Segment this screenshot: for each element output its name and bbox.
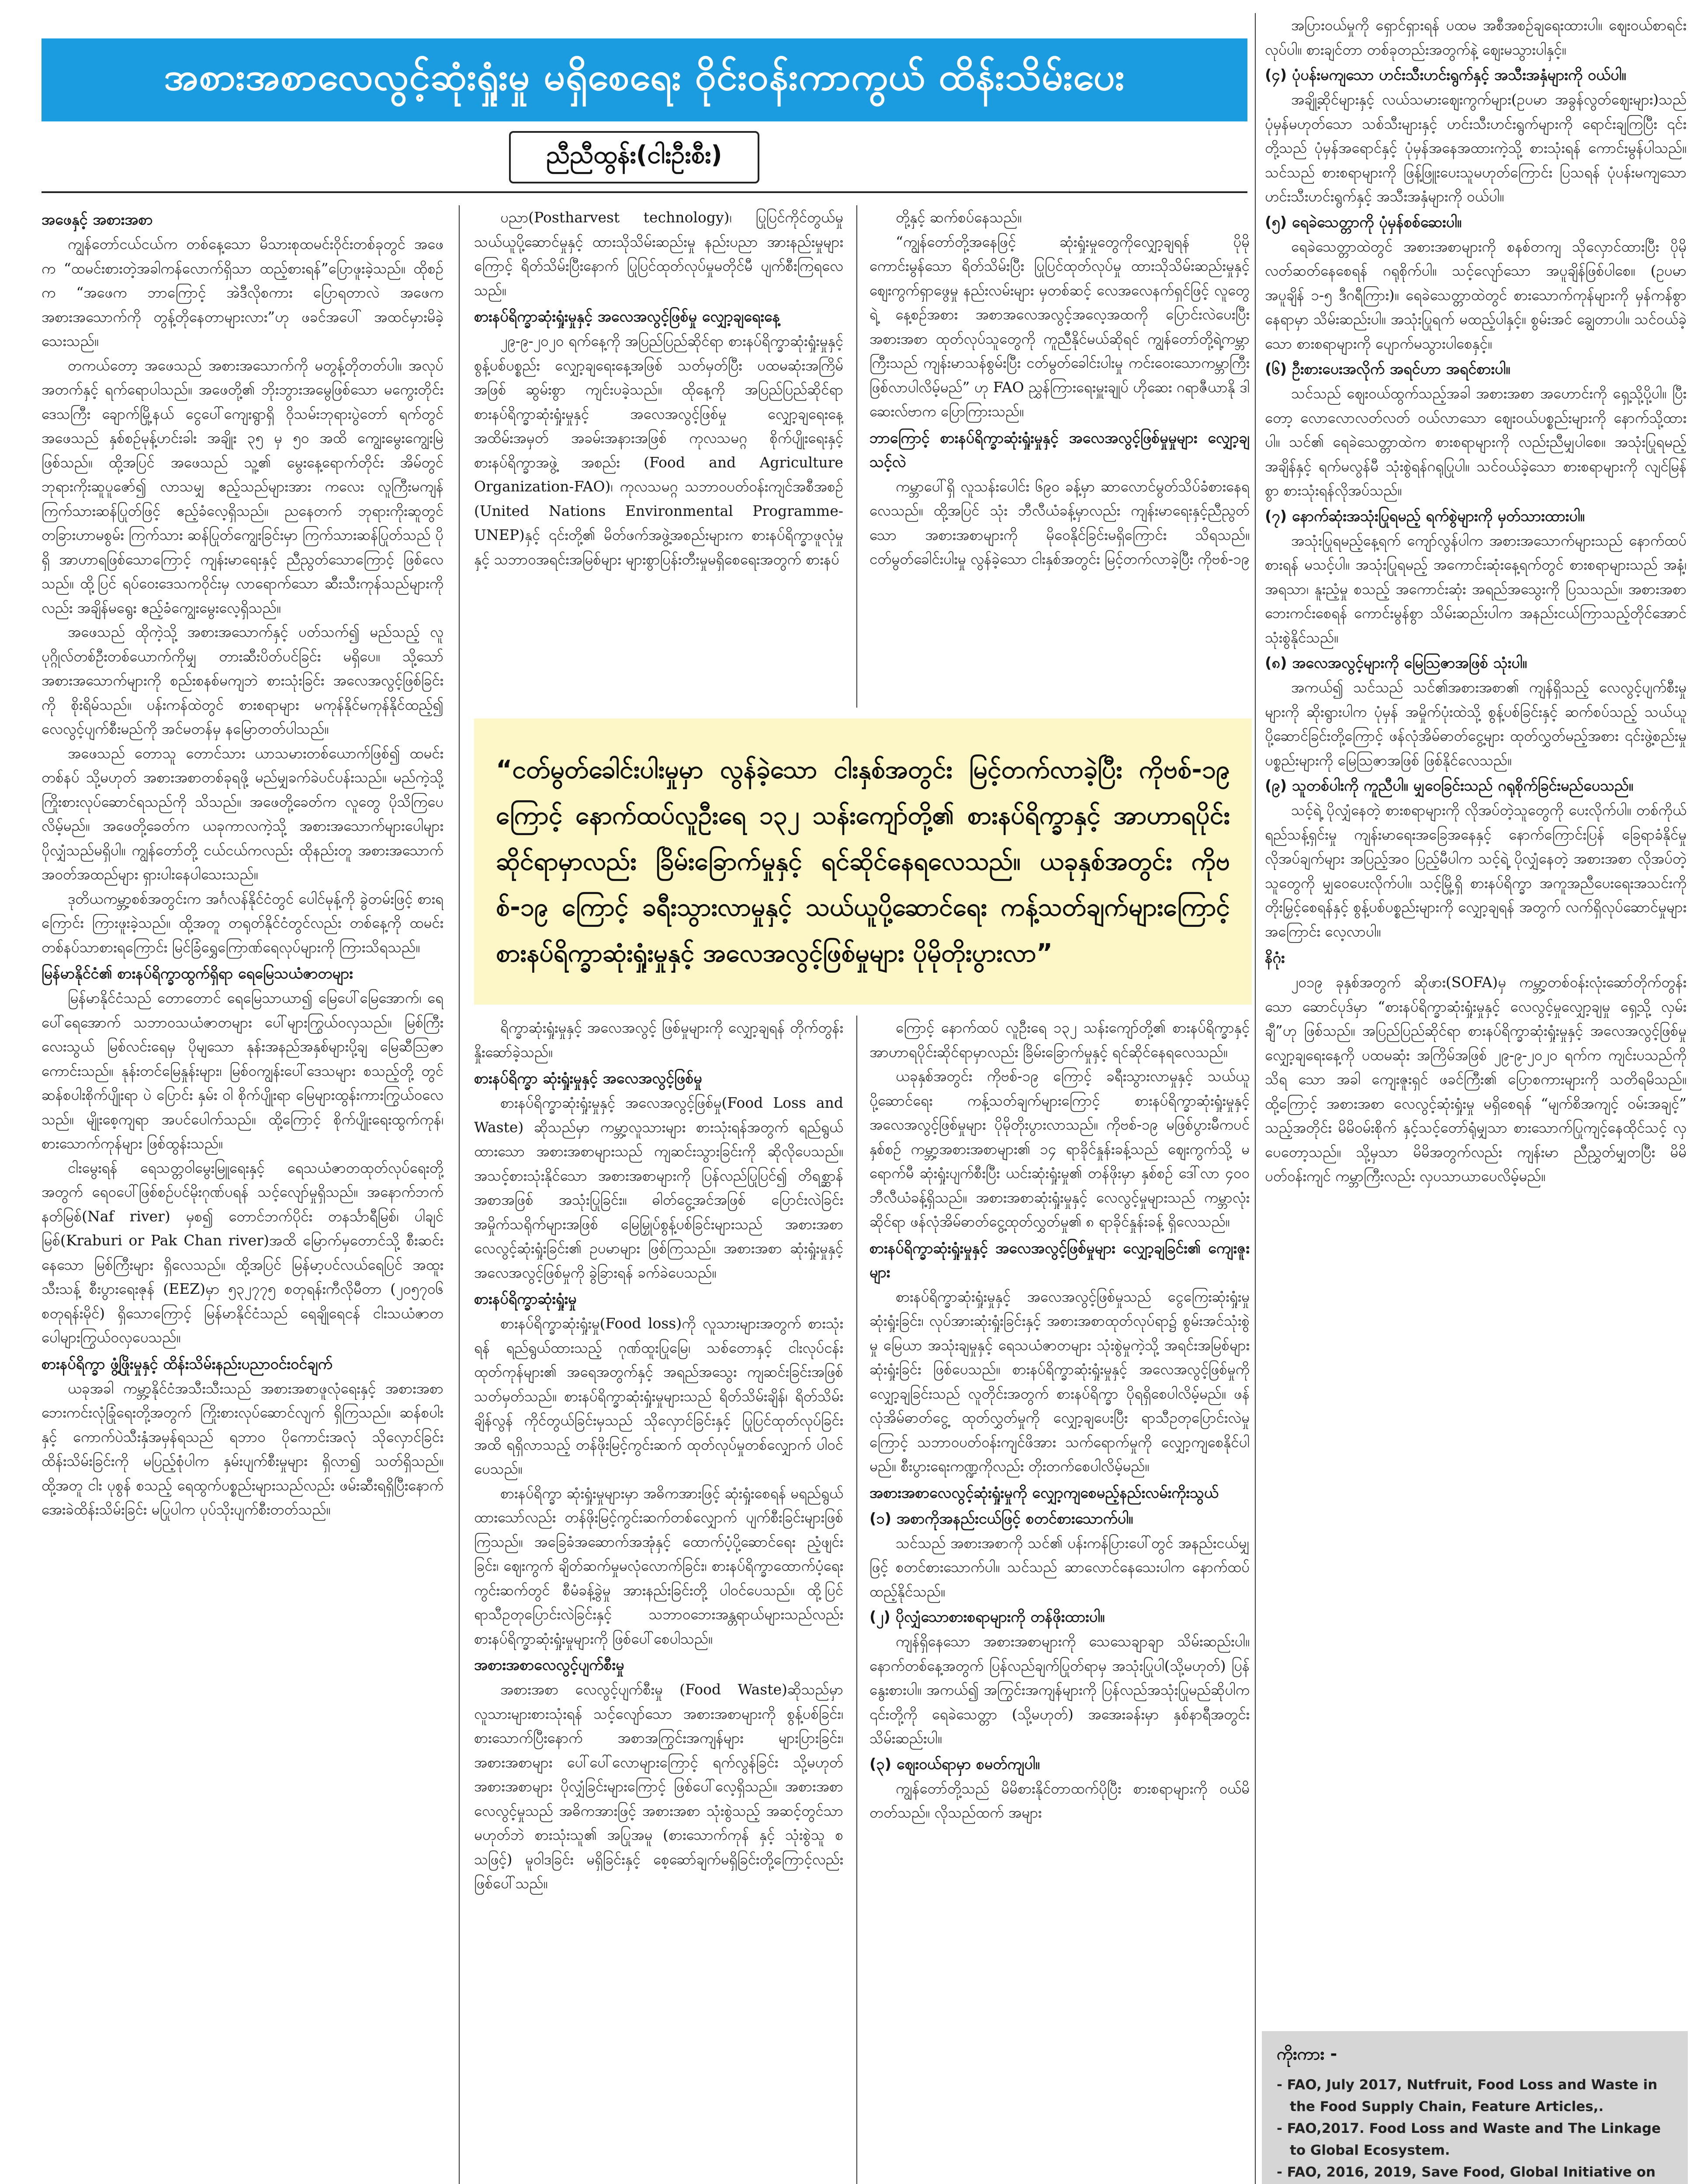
- paragraph: ကျွန်တော်တို့သည် မိမိစားနိုင်တာထက်ပိုပြီး စားစရာများကို ဝယ်မိတတ်သည်။ လိုသည်ထက် အများ: [869, 1780, 1250, 1821]
- tip-heading: (၄) ပုံပန်းမကျသော ဟင်းသီးဟင်းရွက်နှင့် အသီးအနှံများကို ဝယ်ပါ။: [1265, 66, 1626, 84]
- references-title: ကိုးကား -: [1277, 2044, 1337, 2063]
- column-divider: [856, 1016, 857, 2184]
- tip-heading: (၉) သူတစ်ပါးကို ကူညီပါ။ မျှဝေခြင်းသည် ဂရုစိုက်ခြင်းမည်ပေသည်။: [1265, 777, 1634, 795]
- paragraph: စားနပ်ရိက္ခာဆုံးရှုံးမှုနှင့် အလေအလွင့်ဖြစ်မှုသည် ငွေကြေးဆုံးရှုံးမှု ဆုံးရှုံးခြင်း၊ လုပ်အားဆုံးရှုံးခြင်းနှင့် အစားအစာထုတ်လုပ်ရာ၌ စွမ်းအင်သုံးစွဲမှု မြေယာ အသုံးချမှုနှင့် ရေသယံဇာတများ သုံးစွဲမှုကဲ့သို့ အရင်းအမြစ်များ ဆုံးရှုံးခြင်း ဖြစ်ပေသည်။ စားနပ်ရိက္ခာဆုံးရှုံးမှုနှင့် အလေအလွင့်ဖြစ်မှုကို လျှော့ချခြင်းသည် လူတိုင်းအတွက် စားနပ်ရိက္ခာ ပိုရရှိစေပါလိမ့်မည်။ ဖန်လုံအိမ်ဓာတ်ငွေ့ ထုတ်လွှတ်မှုကို လျှော့ချပေးပြီး ရာသီဥတုပြောင်းလဲမှုကြောင့် သဘာဝပတ်ဝန်းကျင်ဖိအား သက်ရောက်မှုကို လျှော့ကျစေနိုင်ပါမည်။ စီးပွားရေးကဏ္ဍကိုလည်း တိုးတက်စေပါလိမ့်မည်။: [869, 1288, 1250, 1475]
- tip-heading: (၂) ပိုလျှံသောစားစရာများကို တန်ဖိုးထားပါ။: [869, 1608, 1105, 1626]
- column-2-bottom: [474, 1016, 843, 2184]
- tip-heading: (၇) နောက်ဆုံးအသုံးပြုရမည့် ရက်စွဲများကို မှတ်သားထားပါ။: [1265, 507, 1585, 525]
- section-heading: စားနပ်ရိက္ခာ ဖွံ့ဖြိုးမှုနှင့် ထိန်းသိမ်းနည်းပညာဝင်းဝင်ချက်: [42, 1355, 332, 1373]
- column-divider: [1255, 13, 1256, 2184]
- paragraph: ကျွန်တော်ငယ်ငယ်က တစ်နေ့သော မိသားစုထမင်းဝိုင်းတစ်ခုတွင် အဖေက “ထမင်းစားတဲ့အခါကန်လောက်ရှိသာ ထည့်စားရန်”ပြောဖူးခဲ့သည်။ ထိုစဉ်က “အဖေက ဘာကြောင့် အဲဒီလိုစကား ပြောရတာလဲ အဖေက အစားအသောက်ကို တွန့်တိုနေတာများလား”ဟု ဖခင်အပေါ် အထင်မှားမိခဲ့သေးသည်။: [42, 235, 443, 349]
- headline-banner: [42, 38, 1247, 121]
- column-3-top: [869, 205, 1250, 708]
- paragraph: တကယ်တော့ အဖေသည် အစားအသောက်ကို မတွန့်တိုတတ်ပါ။ အလုပ်အတက်နှင့် ရက်ရောပါသည်။ အဖေတို့၏ ဘိုးဘွားအမွေဖြစ်သော မကွေးတိုင်းဒေသကြီး ချောက်မြို့နယ် ငွေပေါ်ကျေးရွာရှိ ဝိုသမ်းဘုရားပွဲတော် ရက်တွင် အဖေသည် နှစ်စဉ်မုန့်ဟင်းခါး အချိုး ၃၅ မှ ၅၀ အထိ ကျွေးမွေးကျွေးမြဲဖြစ်သည်။ ထို့အပြင် အဖေသည် သူ့၏ မွေးနေ့ရောက်တိုင်း အိမ်တွင် ဘုရားကိုးဆူပူဇော်၍ လာသမျှ ဧည့်သည်များအား ကလေး လူကြီးမကျန် ကြက်သားဆန်ပြုတ်ဖြင့် ဧည့်ခံလေ့ရှိသည်။ ညနေတက် ဘုရားကိုးဆူတွင် တခြားဟာမစွမ်း ကြက်သား ဆန်ပြုတ်ကျွေးခြင်းမှာ ကြက်သားဆန်ပြုတ်သည် ပိုရှိ အာဟာရဖြစ်သောကြောင့် ကျန်းမာရေးနှင့် ညီညွတ်သောကြောင့် ဖြစ်လေသည်။ ထို့ပြင် ရပ်ဝေးဒေသကဝိုင်းမှ လာရောက်သော ဆီးသီးကုန်သည်များကိုလည်း အချိန်မရွေး ဧည့်ခံကျွေးမွေးလေ့ရှိသည်။: [42, 356, 443, 616]
- paragraph: ပညာ(Postharvest technology)၊ ပြုပြင်ကိုင်တွယ်မှု သယ်ယူပို့ဆောင်မှုနှင့် ထားသိုသိမ်းဆည်းမှု နည်းပညာ အားနည်းမှုများကြောင့် ရိတ်သိမ်းပြီးနောက် ပြုပြင်ထုတ်လုပ်မှုမတိုင်မီ ပျက်စီးကြရလေသည်။: [474, 209, 843, 299]
- column-divider: [459, 205, 460, 2184]
- paragraph: သင်သည် ဈေးဝယ်ထွက်သည့်အခါ အစားအစာ အဟောင်းကို ရှေ့သို့ပို့ပါ။ ပြီးတော့ လောလောလတ်လတ် ဝယ်လာသော ဈေးဝယ်ပစ္စည်းများကို နောက်သို့ထားပါ။ သင်၏ ရေခဲသေတ္တာထဲက စားစရာများကို လည်းညီမျှပါစေ။ အသုံးပြုရမည့်အချိန်နှင့် ရက်မလွန်မီ သုံးစွဲရန်ဂရုပြုပါ။ သင်ဝယ်ခဲ့သော စားစရာများကို လျင်မြန်စွာ စားသုံးရန်လိုအပ်သည်။: [1265, 385, 1687, 499]
- paragraph: အချို့ဆိုင်များနှင့် လယ်သမားဈေးကွက်များ(ဥပမာ အခွန်လွတ်ဈေးများ)သည် ပုံမှန်မဟုတ်သော သစ်သီးများနှင့် ဟင်းသီးဟင်းရွက်များကို ရောင်းချကြပြီး ၎င်းတို့သည် ပုံမှန်အရောင်နှင့် ပုံမှန်အနေအထားကဲ့သို့ စားသုံးရန် ကောင်းမွန်ပါသည်။ သင်သည် စားစရာများကို ဖြန့်ဖြူးပေးသူမဟုတ်ကြောင်း ပြသရန် ပုံပန်းမကျသော ဟင်းသီးဟင်းရွက်နှင့် အသီးအနှံများကို ဝယ်ပါ။: [1265, 91, 1687, 205]
- paragraph: ၂၉-၉-၂၀၂၀ ရက်နေ့ကို အပြည်ပြည်ဆိုင်ရာ စားနပ်ရိက္ခာဆုံးရှုံးမှုနှင့် စွန့်ပစ်ပစ္စည်း လျှော့ချရေးနေ့အဖြစ် သတ်မှတ်ပြီး ပထမဆုံးအကြိမ်အဖြစ် ဆွမ်းစွာ ကျင်းပခဲ့သည်။ ထိုနေ့ကို အပြည်ပြည်ဆိုင်ရာ စားနပ်ရိက္ခာဆုံးရှုံးမှုနှင့် အလေအလွင့်ဖြစ်မှု လျှော့ချရေးနေ့ အထိမ်းအမှတ် အခမ်းအနားအဖြစ် ကုလသမဂ္ဂ စိုက်ပျိုးရေးနှင့် စားနပ်ရိက္ခာအဖွဲ့ အစည်း (Food and Agriculture Organization-FAO)၊ ကုလသမဂ္ဂ သဘာဝပတ်ဝန်းကျင်အစီအစဉ် (United Nations Environmental Programme-UNEP)နှင့် ၎င်းတို့၏ မိတ်ဖက်အဖွဲ့အစည်းများက စားနပ်ရိက္ခာဖူလုံမှုနှင့် သဘာဝအရင်းအမြစ်များ များစွာပြန်းတီးမှုမရှိစေရေးအတွက် စားနပ်: [474, 332, 843, 568]
- reference-item: - FAO,2017. Food Loss and Waste and The Linkage to Global Ecosystem.: [1277, 2121, 1661, 2158]
- section-heading: မြန်မာနိုင်ငံ၏ စားနပ်ရိက္ခာထွက်ရှိရာ ရေမြေသယံဇာတများ: [42, 965, 353, 982]
- paragraph: ငါးမွေးရန် ရေသတ္တဝါမွေးမြူရေးနှင့် ရေသယံဇာတထုတ်လုပ်ရေးတို့အတွက် ရေဝပေါ်ဖြစ်စဉ်ပင်မိုးဂုဏ်ပရန် သင့်လျော်မှုရှိသည်။ အနောက်ဘက် နတ်မြစ်(Naf river) မှစ၍ တောင်ဘက်ပိုင်း တနင်္သာရီမြစ်၊ ပါချင်မြစ်(Kraburi or Pak Chan river)အထိ မြောက်မှတောင်သို့ စီးဆင်းနေသော မြစ်ကြီးများ ရှိလေသည်။ ထို့အပြင် မြန်မာ့ပင်လယ်ရေပြင် အထူးသီးသန့် စီးပွားရေးဇုန် (EEZ)မှာ ၅၃၂၇၇၅ စတုရန်းကီလိုမီတာ (၂၀၅၇၀၆ စတုရန်းမိုင်) ရှိသောကြောင့် မြန်မာနိုင်ငံသည် ရေချိုရေငန် ငါးသယံဇာတ ပေါများကြွယ်ဝလှပေသည်။: [42, 1159, 443, 1346]
- headline-title: အစားအစာလေလွင့်ဆုံးရှုံးမှု မရှိစေရေး ဝိုင်းဝန်းကာကွယ် ထိန်းသိမ်းပေး: [164, 55, 1125, 99]
- paragraph: စားနပ်ရိက္ခာဆုံးရှုံးမှု(Food loss)ကို လူသားများအတွက် စားသုံးရန် ရည်ရွယ်ထားသည့် ဂုဏ်ထူးပြုမြေ၊ သစ်တောနှင့် ငါးလုပ်ငန်းထုတ်ကုန်များ၏ အရေအတွက်နှင့် အရည်အသွေး ကျဆင်းခြင်းအဖြစ် သတ်မှတ်သည်။ စားနပ်ရိက္ခာဆုံးရှုံးမှုများသည် ရိတ်သိမ်းချိန်၊ ရိတ်သိမ်းချိန်လွန် ကိုင်တွယ်ခြင်းမှသည် သိုလှောင်ခြင်းနှင့် ပြုပြင်ထုတ်လုပ်ခြင်းအထိ ရရှိလာသည့် တန်ဖိုးမြင့်ကွင်းဆက် ထုတ်လုပ်မှုတစ်လျှောက် ပါဝင်ပေသည်။: [474, 1315, 843, 1477]
- paragraph: စားနပ်ရိက္ခာဆုံးရှုံးမှုနှင့် အလေအလွင့်ဖြစ်မှု(Food Loss and Waste) ဆိုသည်မှာ ကမ္ဘာ့လူသားများ စားသုံးရန်အတွက် ရည်ရွယ်ထားသော အစားအစာများသည် ကျဆင်းသွားခြင်းကို ဆိုလိုပေသည်။ အသင့်စားသုံးနိုင်သော အစားအစာများကို ပြန်လည်ပြုပြင်၍ တိရစ္ဆာန်အစာအဖြစ် အသုံးပြုခြင်း။ ဓါတ်ငွေ့အင်အဖြစ် ပြောင်းလဲခြင်း အမှိုက်သရိုက်များအဖြစ် မြေမြှုပ်စွန့်ပစ်ခြင်းများသည် အစားအစာလေလွင့်ဆုံးရှုံးခြင်း၏ ဥပမာများ ဖြစ်ကြသည်။ အစားအစာ ဆုံးရှုံးမှုနှင့် အလေအလွင့်ဖြစ်မှုကို ခွဲခြားရန် ခက်ခဲပေသည်။: [474, 1094, 843, 1281]
- section-heading: စားနပ်ရိက္ခာဆုံးရှုံးမှုနှင့် အလေအလွင့်ဖြစ်မှု လျှော့ချရေးနေ့: [474, 308, 780, 325]
- tip-heading: (၁) အစာကိုအနည်းငယ်ဖြင့် စတင်စားသောက်ပါ။: [869, 1510, 1133, 1527]
- paragraph: ယခုနှစ်အတွင်း ကိုဗစ်-၁၉ ကြောင့် ခရီးသွားလာမှုနှင့် သယ်ယူပို့ဆောင်ရေး ကန့်သတ်ချက်များကြောင့် စားနပ်ရိက္ခာဆုံးရှုံးမှုနှင့် အလေအလွင့်ဖြစ်မှုများ ပိုမိုတိုးပွားလာသည်။ ကိုဗစ်-၁၉ မဖြစ်ပွားမီကပင် နှစ်စဉ် ကမ္ဘာ့အစားအစာများ၏ ၁၄ ရာခိုင်နှုန်းခန့်သည် ဈေးကွက်သို့ မရောက်မီ ဆုံးရှုံးပျက်စီးပြီး ယင်းဆုံးရှုံးမှု၏ တန်ဖိုးမှာ နှစ်စဉ် ဒေါ်လာ ၄၀၀ ဘီလီယံခန့်ရှိသည်။ အစားအစာဆုံးရှုံးမှုနှင့် လေလွင့်မှုများသည် ကမ္ဘာလုံးဆိုင်ရာ ဖန်လုံအိမ်ဓာတ်ငွေ့ထုတ်လွှတ်မှု၏ ၈ ရာခိုင်နှုန်းခန့် ရှိလေသည်။: [869, 1068, 1250, 1230]
- section-heading: ဘာကြောင့် စားနပ်ရိက္ခာဆုံးရှုံးမှုနှင့် အလေအလွင့်ဖြစ်မှုမှုများ လျှော့ချသင့်လဲ: [869, 429, 1250, 471]
- paragraph: ယခုအခါ ကမ္ဘာ့နိုင်ငံအသီးသီးသည် အစားအစာဖူလုံရေးနှင့် အစားအစာ ဘေးကင်းလုံခြုံရေးတို့အတွက် ကြိုးစားလုပ်ဆောင်လျက် ရှိကြသည်။ ဆန်စပါးနှင့် ကောက်ပဲသီးနှံအမှန်ရသည် ရဘာဝ ပိုကောင်းအလုံ သိုလှောင်ခြင်း ထိန်းသိမ်းခြင်းကို မပြည့်စုံပါက နှမ်းပျက်စီးမှုများ ရှိလာ၍ သတ်ရှိသည်။ ထို့အတူ ငါး ပုစွန် စသည့် ရေထွက်ပစ္စည်းများသည်လည်း ဖမ်းဆီးရရှိပြီးနောက် အေးခဲထိန်းသိမ်းခြင်း မပြုပါက ပုပ်သိုးပျက်စီးတတ်သည်။: [42, 1379, 443, 1518]
- pull-quote-box: [474, 719, 1252, 1005]
- column-3-bottom: [869, 1016, 1250, 2184]
- tip-heading: (၆) ဦးစားပေးအလိုက် အရင်ဟာ အရင်စားပါ။: [1265, 360, 1510, 378]
- paragraph: အဖေသည် ထိုကဲ့သို့ အစားအသောက်နှင့် ပတ်သက်၍ မည်သည့် လူပုဂ္ဂိုလ်တစ်ဦးတစ်ယောက်ကိုမျှ တားဆီးပိတ်ပင်ခြင်း မရှိပေ။ သို့သော် အစားအသောက်များကို စည်းစနစ်မကျဘဲ စားသုံးခြင်း အလေအလွင့်ဖြစ်ခြင်းကို စိုးရိမ်သည်။ ပန်းကန်ထဲတွင် စားစရာများ မကုန်နိုင်မကုန်နိုင်ထည့်၍ လေလွင့်ပျက်စီးမည်ကို အင်မတန်မှ နမြောတတ်ပါသည်။: [42, 623, 443, 737]
- paragraph: ရေခဲသေတ္တာထဲတွင် အစားအစာများကို စနစ်တကျ သိုလှောင်ထားပြီး ပိုမိုလတ်ဆတ်နေစေရန် ဂရုစိုက်ပါ။ သင့်လျော်သော အပူချိန်ဖြစ်ပါစေ။ (ဥပမာ အပူချိန် ၁-၅ ဒီဂရီကြား)။ ရေခဲသေတ္တာထဲတွင် စားသောက်ကုန်များကို မှန်ကန်စွာနေရာမှာ သိမ်းဆည်းပါ။ အသုံးပြုရက် မထည့်ပါနှင့်။ စွမ်းအင် ချွေတာပါ။ သင်ဝယ်ခဲ့သော စားစရာများကို ပျောက်မသွားပါစေနှင့်။: [1265, 238, 1687, 352]
- section-heading: အဖေနှင့် အစားအစာ: [42, 211, 153, 228]
- section-heading: အစားအစာလေလွင့်ဆုံးရှုံးမှုကို လျှော့ကျစေမည့်နည်းလမ်းကိုးသွယ်: [869, 1484, 1219, 1502]
- tip-heading: (၃) ဈေးဝယ်ရာမှာ စမတ်ကျပါ။: [869, 1755, 1040, 1773]
- paragraph: တို့နှင့် ဆက်စပ်နေသည်။: [896, 209, 1022, 226]
- paragraph: “ကျွန်တော်တို့အနေဖြင့် ဆုံးရှုံးမှုတွေကိုလျှော့ချရန် ပိုမိုကောင်းမွန်သော ရိတ်သိမ်းပြီး ပြုပြင်ထုတ်လုပ်မှု ထားသိုသိမ်းဆည်းမှုနှင့် စျေးကွက်ရှာဖွေမှု နည်းလမ်းများ မှတစ်ဆင့် လေအလေနက်ရှင်ဖြင့် လူတွေရဲ့ နေ့စဉ်အစား အစာအလေအလွင့်အလေ့အထကို ပြောင်းလဲပေးပြီး အစားအစာ ထုတ်လုပ်သူတွေကို ကူညီနိုင်မယ်ဆိုရင် ကျွန်တော်တို့ရဲ့ကမ္ဘာကြီးသည် ကျန်းမာသန်စွမ်းပြီး ငတ်မွတ်ခေါင်းပါးမှု ကင်းဝေးသောကမ္ဘာကြီး ဖြစ်လာပါလိမ့်မည်” ဟု FAO ညွှန်ကြားရေးမှူးချုပ် ဟိုဆေး ဂရာဇီယာနို ဒါဆေးလ်ဗာက ပြောကြားသည်။: [869, 233, 1250, 420]
- paragraph: ဒုတိယကမ္ဘာ့စစ်အတွင်းက အင်္ဂလန်နိုင်ငံတွင် ပေါင်မုန့်ကို ခွဲတမ်းဖြင့် စားရကြောင်း ကြားဖူးခဲ့သည်။ ထို့အတူ တရုတ်နိုင်ငံတွင်လည်း တစ်နေ့ကို ထမင်းတစ်နပ်သာစားရကြောင်း မြင်ခြံရွှေကြောဏ်ရေလုပ်များကို ကြားသိရသည်။: [42, 890, 443, 956]
- paragraph: သင်သည် အစားအစာကို သင်၏ ပန်းကန်ပြားပေါ်တွင် အနည်းငယ်မျှဖြင့် စတင်စားသောက်ပါ။ သင်သည် ဆာလောင်နေသေးပါက နောက်ထပ်ထည့်နိုင်သည်။: [869, 1534, 1250, 1600]
- paragraph: ၂၀၁၉ ခုနှစ်အတွက် ဆိုဖား(SOFA)မှ ကမ္ဘာ့တစ်ဝန်းလုံးဆော်တိုက်တွန်းသော ဆောင်ပုဒ်မှာ “စားနပ်ရိက္ခာဆုံးရှုံးမှုနှင့် လေလွင့်မှုလျှော့ချမှု ရှေ့သို့ လှမ်းချီ”ဟု ဖြစ်သည်။ အပြည်ပြည်ဆိုင်ရာ စားနပ်ရိက္ခာဆုံးရှုံးမှုနှင့် အလေအလွင့်ဖြစ်မှု လျှော့ချရေးနေ့ကို ပထမဆုံး အကြိမ်အဖြစ် ၂၉-၉-၂၀၂၀ ရက်က ကျင်းပသည်ကို သိရ သော အခါ ကျေးဇူးရှင် ဖခင်ကြီး၏ ပြောစကားများကို သတိရမိသည်။ ထို့ကြောင့် အစားအစာ လေလွင့်ဆုံးရှုံးမှု မရှိစေရန် “မျက်စိအကျင့် ဝမ်းအချင့်” သည့်အတိုင်း မိမိဝမ်းစိုက် နှင့်သင့်တော်ရုံမျှသာ စားသောက်ပြုကျင့်နေထိုင်သင့် လှပေတော့သည်။ သို့မှသာ မိမိအတွက်လည်း ကျန်းမာ ညီညွှတ်မျှတပြီး မိမိပတ်ဝန်းကျင် ကမ္ဘာကြီးလည်း လှပသာယာပေလိမ့်မည်။: [1265, 974, 1687, 1185]
- header-divider: [42, 191, 1247, 193]
- paragraph: အကယ်၍ သင်သည် သင်၏အစားအစာ၏ ကျန်ရှိသည့် လေလွင့်ပျက်စီးမှု များကို ဆိုးရွားပါက ပုံမှန် အမှိုက်ပုံးထဲသို့ စွန့်ပစ်ခြင်းနှင့် ဆက်စပ်သည့် သယ်ယူပို့ဆောင်ခြင်းတို့ကြောင့် ဖန်လုံအိမ်ဓာတ်ငွေ့များ ထုတ်လွှတ်မည့်အစား ၎င်းဖွဲ့စည်းမှုပစ္စည်းများကို မြေဩဇာအဖြစ် ဖြစ်နိုင်လေသည်။: [1265, 679, 1687, 769]
- section-heading: နိဂုံး: [1265, 949, 1285, 967]
- paragraph: စားနပ်ရိက္ခာ ဆုံးရှုံးမှုများမှာ အဓိကအားဖြင့် ဆုံးရှုံးစေရန် မရည်ရွယ်ထားသော်လည်း တန်ဖိုးမြင့်ကွင်းဆက်တစ်လျှောက် ပျက်စီးခြင်းများဖြစ်ကြသည်။ အခြေခံအဆောက်အအုံနှင့် ထောက်ပံ့ပို့ဆောင်ရေး ညံ့ဖျင်းခြင်း၊ ဈေးကွက် ချိတ်ဆက်မှုမလုံလောက်ခြင်း၊ စားနပ်ရိက္ခာထောက်ပံ့ရေးကွင်းဆက်တွင် စီမံခန့်ခွဲမှု အားနည်းခြင်းတို့ ပါဝင်ပေသည်။ ထို့ပြင် ရာသီဥတုပြောင်းလဲခြင်းနှင့် သဘာဝဘေးအန္တရာယ်များသည်လည်း စားနပ်ရိက္ခာဆုံးရှုံးမှုများကို ဖြစ်ပေါ်စေပါသည်။: [474, 1484, 843, 1647]
- paragraph: အစားအစာ လေလွင့်ပျက်စီးမှု (Food Waste)ဆိုသည်မှာ လူသားများစားသုံးရန် သင့်လျော်သော အစားအစာများကို စွန့်ပစ်ခြင်း၊ စားသောက်ပြီးနောက် အစာအကြွင်းအကျန်များ များပြားခြင်း၊ အစားအစာများ ပေါ်ပေါ်လောများကြောင့် ရက်လွန်ခြင်း သို့မဟုတ် အစားအစာများ ပိုလျှံခြင်းများကြောင့် ဖြစ်ပေါ်လေ့ရှိသည်။ အစားအစာ လေလွင့်မှုသည် အဓိကအားဖြင့် အစားအစာ သုံးစွဲသည့် အဆင့်တွင်သာမဟုတ်ဘဲ စားသုံးသူ၏ အပြုအမူ (စားသောက်ကုန် နှင့် သုံးစွဲသူ စသဖြင့်) မူဝါဒခြင်း မရှိခြင်းနှင့် စေ့ဆော်ချက်မရှိခြင်းတို့ကြောင့်လည်း ဖြစ်ပေါ်သည်။: [474, 1681, 843, 1892]
- author-byline: ညီညီထွန်း(ငါးဦးစီး): [546, 141, 722, 169]
- section-heading: စားနပ်ရိက္ခာဆုံးရှုံးမှု: [474, 1290, 577, 1308]
- column-2-top: [474, 205, 843, 708]
- paragraph: သင့်ရဲ့ ပိုလျှံနေတဲ့ စားစရာများကို လိုအပ်တဲ့သူတွေကို ပေးလိုက်ပါ။ တစ်ကိုယ်ရည်သန့်ရှင်းမှု ကျန်းမာရေးအခြေအနေနှင့် နောက်ကြောင်းပြန် ခြေရာခံနိုင်မှုလိုအပ်ချက်များ အပြည့်အဝ ပြည့်မီပါက သင့်ရဲ့ ပိုလျှံနေတဲ့ အစားအစာ လိုအပ်တဲ့သူတွေကို မျှဝေပေးလိုက်ပါ။ သင့်မြို့ရှိ စားနပ်ရိက္ခာ အကူအညီပေးရေးအသင်းကိုတိုးမြှင့်စေရန်နှင့် စွန့်ပစ်ပစ္စည်းများကို လျှော့ချရန် အတွက် လက်ရှိလုပ်ဆောင်မှုများ အကြောင်း လေ့လာပါ။: [1265, 802, 1687, 940]
- pull-quote: “ငတ်မွတ်ခေါင်းပါးမှုမှာ လွန်ခဲ့သော ငါးနှစ်အတွင်း မြင့်တက်လာခဲ့ပြီး ကိုဗစ်-၁၉ ကြောင့် နောက်ထပ်လူဦးရေ ၁၃၂ သန်းကျော်တို့၏ စားနပ်ရိက္ခာနှင့် အာဟာရပိုင်းဆိုင်ရာမှာလည်း ခြိမ်းခြောက်မှုနှင့် ရင်ဆိုင်နေရလေသည်။ ယခုနှစ်အတွင်း ကိုဗစ်-၁၉ ကြောင့် ခရီးသွားလာမှုနှင့် သယ်ယူပို့ဆောင်ရေး ကန့်သတ်ချက်များကြောင့် စားနပ်ရိက္ခာဆုံးရှုံးမှုနှင့် အလေအလွင့်ဖြစ်မှုများ ပိုမိုတိုးပွားလာ”: [496, 755, 1230, 968]
- author-byline-box: [509, 131, 759, 183]
- paragraph: အဖေသည် တောသူ တောင်သား ယာသမားတစ်ယောက်ဖြစ်၍ ထမင်းတစ်နပ် သို့မဟုတ် အစားအစာတစ်ခုရဖို့ မည်မျှခက်ခဲပင်ပန်းသည်။ မည်ကဲ့သို့ ကြိုးစားလုပ်ဆောင်ရသည်ကို သိသည်။ အဖေတို့ခေတ်က လူတွေ ပိုသိကြပေလိမ့်မည်။ အဖေတို့ခေတ်က ယခုကာလကဲ့သို့ အစားအသောက်များပေါများ ပိုလျှံသည်မရှိပါ။ ကျွန်တော်တို့ ငယ်ငယ်ကလည်း ထိုနည်းတူ အစားအသောက် အဝတ်အထည်များ ရှားပါးနေပါသေးသည်။: [42, 744, 443, 883]
- paragraph: ရိက္ခာဆုံးရှုံးမှုနှင့် အလေအလွင့် ဖြစ်မှုများကို လျှော့ချရန် တိုက်တွန်းနှိုးဆော်ခဲ့သည်။: [474, 1019, 843, 1061]
- column-divider: [856, 205, 857, 708]
- section-heading: စားနပ်ရိက္ခာဆုံးရှုံးမှုနှင့် အလေအလွင့်ဖြစ်မှုများ လျှော့ချခြင်း၏ ကျေးဇူးများ: [869, 1239, 1250, 1281]
- references-box: [1262, 2031, 1688, 2184]
- reference-item: - FAO, 2016, 2019, Save Food, Global Initiative on: [1277, 2164, 1656, 2180]
- paragraph: အသုံးပြုရမည့်နေ့ရက် ကျော်လွန်ပါက အစားအသောက်များသည် နောက်ထပ်စားရန် မသင့်ပါ။ အသုံးပြုရမည့် အကောင်းဆုံးနေ့ရက်တွင် စားစရာများသည် အနံ့၊ အရသာ၊ နူးညံ့မှု စသည့် အကောင်းဆုံး အရည်အသွေးကို ပြသသည်။ အစားအစာ ဘေးကင်းစေရန် ကောင်းမွန်စွာ သိမ်းဆည်းပါက အနည်းငယ်ကြာသည့်တိုင်အောင် သုံးစွဲနိုင်သည်။: [1265, 532, 1687, 646]
- paragraph: ကျန်ရှိနေသော အစားအစာများကို သေသေချာချာ သိမ်းဆည်းပါ။ နောက်တစ်နေ့အတွက် ပြန်လည်ချက်ပြုတ်ရာမှ အသုံးပြုပါ(သို့မဟုတ်) ပြန်နွေးစားပါ။ အကယ်၍ အကြွင်းအကျန်များကို ပြန်လည်အသုံးပြုမည်ဆိုပါက ၎င်းတို့ကို ရေခဲသေတ္တာ (သို့မဟုတ်) အအေးခန်းမှာ နှစ်နာရီအတွင်း သိမ်းဆည်းပါ။: [869, 1633, 1250, 1747]
- section-heading: စားနပ်ရိက္ခာ ဆုံးရှုံးမှုနှင့် အလေအလွင့်ဖြစ်မှု: [474, 1070, 702, 1087]
- paragraph: ကြောင့် နောက်ထပ် လူဦးရေ ၁၃၂ သန်းကျော်တို့၏ စားနပ်ရိက္ခာနှင့် အာဟာရပိုင်းဆိုင်ရာမှာလည်း ခြိမ်းခြောက်မှုနှင့် ရင်ဆိုင်နေရလေသည်။: [869, 1019, 1250, 1061]
- paragraph: အပြားဝယ်မှုကို ရှောင်ရှားရန် ပထမ အစီအစဉ်ချရေးထားပါ။ ဈေးဝယ်စာရင်းလုပ်ပါ။ စားချင်တာ တစ်ခုတည်းအတွက်နဲ့ ဈေးမသွားပါနှင့်။: [1265, 17, 1687, 58]
- reference-item: - FAO, July 2017, Nutfruit, Food Loss and Waste in the Food Supply Chain, Feature Articles,.: [1277, 2077, 1658, 2115]
- tip-heading: (၈) အလေအလွင့်များကို မြေဩဇာအဖြစ် သုံးပါ။: [1265, 654, 1527, 672]
- paragraph: မြန်မာနိုင်ငံသည် တောတောင် ရေမြေသာယာ၍ မြေပေါ်မြေအောက်၊ ရေပေါ်ရေအောက် သဘာဝသယံဇာတများ ပေါ်များကြွယ်ဝလှသည်။ မြစ်ကြီးလေးသွယ် မြစ်လင်းရေမှ ပိုမျသော နုန်းအနည်အနှစ်များပို့ချ မြေဆီသြဇာ ကောင်းသည်။ နုန်းတင်မြေနှုန်းများ၊ မြစ်ဝကျွန်းပေါ်ဒေသများ စသည့်တို့ တွင် ဆန်စပါးစိုက်ပျိုးရာ ပဲ ပြောင်း နှမ်း ဝါ စိုက်ပျိုးရာ မြေများထွန်းကားကြွယ်ဝလေသည်။ မျိုးစေ့ကျရာ အပင်ပေါက်သည်။ ထို့ကြောင့် စိုက်ပျိုးရေးထွက်ကုန်၊ စားသောက်ကုန်များ ဖြစ်ထွန်းသည်။: [42, 989, 443, 1152]
- column-4: [1265, 13, 1687, 2018]
- tip-heading: (၅) ရေခဲသေတ္တာကို ပုံမှန်စစ်ဆေးပါ။: [1265, 213, 1462, 231]
- paragraph: ကမ္ဘာပေါ်ရှိ လူသန်းပေါင်း ၆၉၀ ခန့်မှာ ဆာလောင်မွတ်သိပ်ခံစားနေရလေသည်။ ထို့အပြင် သုံး ဘီလီယံခန့်မှာလည်း ကျန်းမာရေးနှင့်ညီညွတ်သော အစားအစာများကို မိုဝေနိုင်ခြင်းမရှိကြောင်း သိရသည်။ ငတ်မွတ်ခေါင်းပါးမှု လွန်ခဲ့သော ငါးနှစ်အတွင်း မြင့်တက်လာခဲ့ပြီး ကိုဗစ်-၁၉: [869, 477, 1250, 567]
- section-heading: အစားအစာလေလွင့်ပျက်စီးမှု: [474, 1656, 624, 1674]
- column-1: [42, 205, 443, 2184]
